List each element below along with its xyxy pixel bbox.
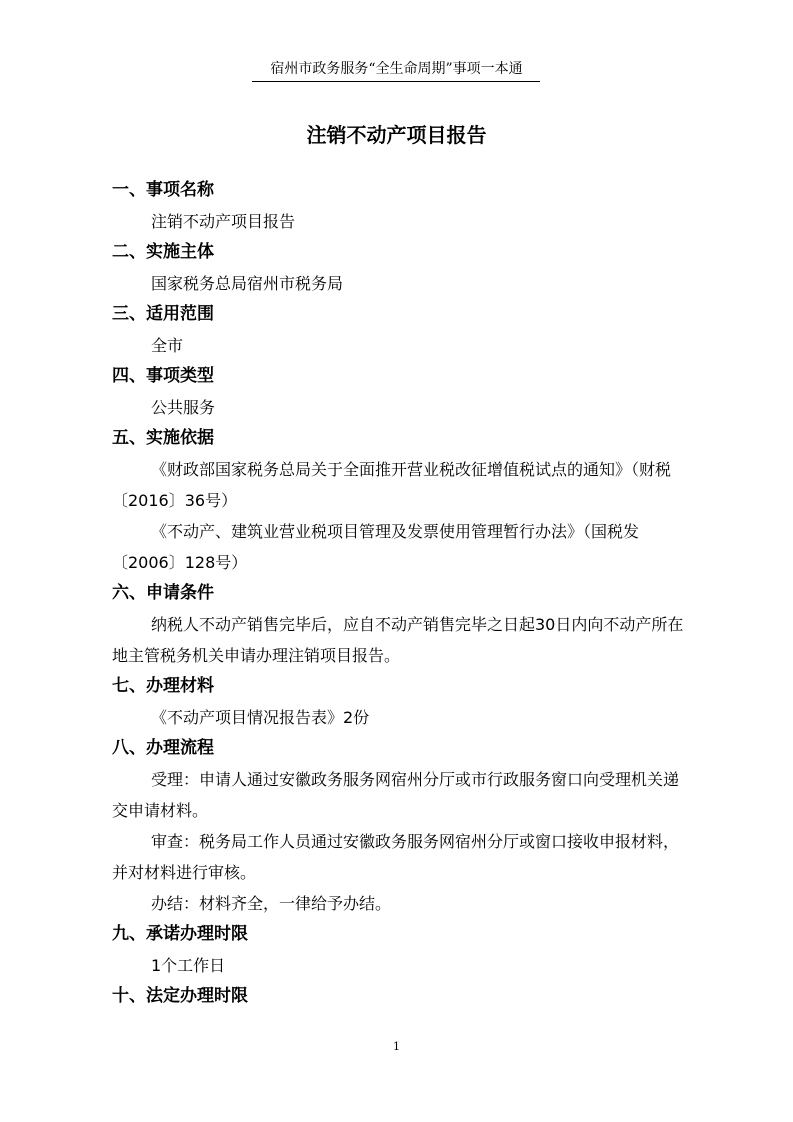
section-title: 事项类型 xyxy=(146,366,214,386)
section-title: 申请条件 xyxy=(146,583,214,603)
section-heading xyxy=(112,981,690,1012)
section-title: 办理流程 xyxy=(146,738,214,758)
section-title: 承诺办理时限 xyxy=(146,924,248,944)
page-number: 1 xyxy=(393,1040,400,1053)
section-number: 五、 xyxy=(112,428,146,448)
running-header xyxy=(0,59,793,79)
section-paragraph: 1个工作日 xyxy=(151,956,226,975)
section-paragraph: 《不动产、建筑业营业税项目管理及发票使用管理暂行办法》（国税发〔2006〕128号） xyxy=(112,522,640,572)
section-implementing-body xyxy=(112,237,690,299)
section-title: 实施依据 xyxy=(146,428,214,448)
section-process xyxy=(112,733,690,919)
section-promised-time-limit xyxy=(112,919,690,981)
section-heading xyxy=(112,423,690,454)
page-title: 注销不动产项目报告 xyxy=(306,123,487,147)
section-title: 法定办理时限 xyxy=(146,986,248,1006)
header-rule xyxy=(252,81,540,82)
section-number: 六、 xyxy=(112,583,146,603)
section-materials xyxy=(112,671,690,733)
section-paragraph: 公共服务 xyxy=(151,398,216,417)
section-paragraph: 注销不动产项目报告 xyxy=(151,212,296,231)
section-heading xyxy=(112,919,690,950)
section-heading xyxy=(112,237,690,268)
section-paragraph: 《不动产项目情况报告表》2份 xyxy=(151,708,370,727)
section-heading xyxy=(112,299,690,330)
section-paragraph: 全市 xyxy=(151,336,184,355)
section-item-type xyxy=(112,361,690,423)
section-heading xyxy=(112,671,690,702)
section-paragraph: 《财政部国家税务总局关于全面推开营业税改征增值税试点的通知》（财税〔2016〕36号） xyxy=(112,460,672,510)
section-number: 一、 xyxy=(112,180,146,200)
section-number: 四、 xyxy=(112,366,146,386)
section-number: 十、 xyxy=(112,986,146,1006)
section-title: 办理材料 xyxy=(146,676,214,696)
section-statutory-time-limit xyxy=(112,981,690,1012)
section-heading xyxy=(112,578,690,609)
section-number: 九、 xyxy=(112,924,146,944)
section-number: 七、 xyxy=(112,676,146,696)
running-header-text: 宿州市政务服务“全生命周期”事项一本通 xyxy=(270,61,523,77)
section-heading xyxy=(112,361,690,392)
section-paragraph: 国家税务总局宿州市税务局 xyxy=(151,274,344,293)
section-scope xyxy=(112,299,690,361)
section-number: 二、 xyxy=(112,242,146,262)
section-title: 实施主体 xyxy=(146,242,214,262)
section-legal-basis xyxy=(112,423,690,578)
section-paragraph: 办结：材料齐全，一律给予办结。 xyxy=(151,894,392,913)
section-paragraph: 纳税人不动产销售完毕后，应自不动产销售完毕之日起30日内向不动产所在地主管税务机关申请办理注销项目报告。 xyxy=(112,615,684,665)
section-title: 适用范围 xyxy=(146,304,214,324)
section-paragraph: 受理：申请人通过安徽政务服务网宿州分厅或市行政服务窗口向受理机关递交申请材料。 xyxy=(112,770,680,820)
section-conditions xyxy=(112,578,690,671)
section-item-name xyxy=(112,175,690,237)
section-number: 八、 xyxy=(112,738,146,758)
section-number: 三、 xyxy=(112,304,146,324)
section-title: 事项名称 xyxy=(146,180,214,200)
document-body xyxy=(112,175,690,1012)
section-heading xyxy=(112,175,690,206)
section-heading xyxy=(112,733,690,764)
section-paragraph: 审查：税务局工作人员通过安徽政务服务网宿州分厅或窗口接收申报材料，并对材料进行审核。 xyxy=(112,832,680,882)
